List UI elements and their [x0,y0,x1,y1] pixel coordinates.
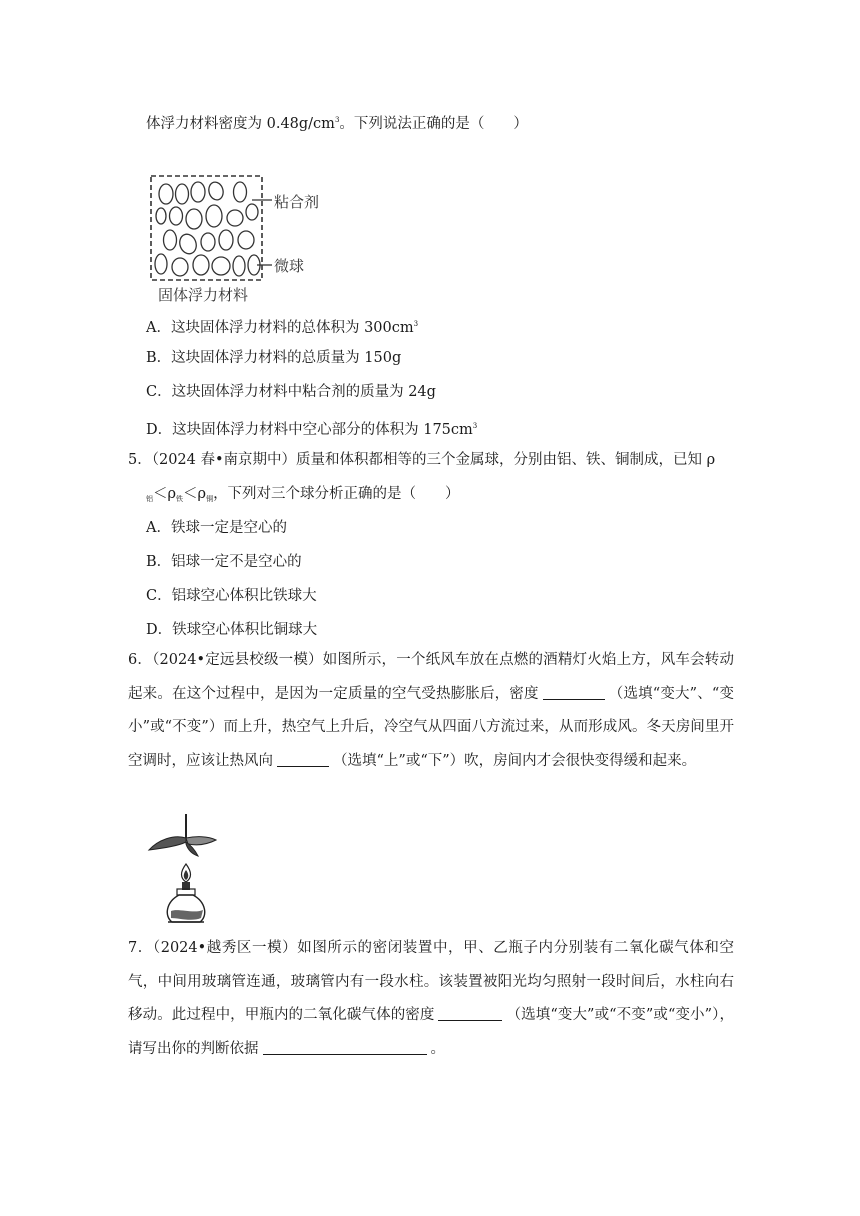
q7-blank-reason [263,1038,427,1055]
label-microsphere: 微球 [274,257,305,275]
q5-stem-line2 [146,484,460,509]
q4-stem-text-after: 。下列说法正确的是（ ） [339,116,528,132]
q4-option-a [146,314,418,338]
q4-option-c [146,382,436,402]
q4-stem-sup: 3 [334,116,340,124]
q7-blank-density [438,1004,502,1021]
q5-option-b: B．铝球一定不是空心的 [146,554,302,570]
q6-figure-windmill-lamp [146,812,226,930]
q6-text-2: （选填“变大”、“变小”或“不变”）而上升，热空气上升后，冷空气从四面八方流过来，从而形成风。冬天房间里开空调时，应该让热风向 [128,685,734,769]
q5-sub-fe: 铁 [176,495,184,503]
q5-option-c: C．铝球空心体积比铁球大 [146,588,317,604]
q4-option-d-text: D．这块固体浮力材料中空心部分的体积为 175cm [146,422,473,438]
figure-caption: 固体浮力材料 [158,286,249,304]
q6-blank-density [543,683,605,700]
windmill-lamp-diagram [146,812,226,930]
q6-paragraph [128,644,734,778]
q4-option-b-text: B．这块固体浮力材料的总质量为 150g [146,350,402,366]
q4-option-b [146,348,401,368]
q5-lt2: ＜ρ [183,486,207,502]
q7-text-1: 7．（2024•越秀区一模）如图所示的密闭装置中，甲、乙瓶子内分别装有二氧化碳气体和空气，中间用玻璃管连通，玻璃管内有一段水柱。该装置被阳光均匀照射一段时间后，水柱向右移动。此过程中，甲瓶内的二氧化碳气体的密度 [128,940,734,1023]
q6-blank-direction [277,750,329,767]
q4-option-a-sup: 3 [413,320,419,328]
q4-option-d [146,416,477,440]
q5-option-a: A．铁球一定是空心的 [146,520,287,536]
q5-sub-al: 铝 [146,495,153,503]
q5-option-d: D．铁球空心体积比铜球大 [146,622,318,638]
q4-option-d-sup: 3 [472,422,478,430]
q6-text-3: （选填“上”或“下”）吹，房间内才会很快变得缓和起来。 [333,752,697,769]
q7-text-2: （选填“变大”或“不变”或“变小”），请写出你的判断依据 [128,1007,734,1057]
q4-stem-text: 体浮力材料密度为 0.48g/cm [146,116,335,132]
q4-figure-buoyancy-material [146,172,346,304]
q4-option-c-text: C．这块固体浮力材料中粘合剂的质量为 24g [146,384,436,400]
q5-sub-cu: 铜 [206,495,214,503]
buoyancy-material-diagram [146,172,346,282]
q4-stem-line [146,110,528,134]
q5-stem-rest: ，下列对三个球分析正确的是（ ） [213,486,460,502]
q7-paragraph [128,932,734,1066]
q5-lt1: ＜ρ [153,486,177,502]
q4-option-a-text: A．这块固体浮力材料的总体积为 300cm [146,320,414,336]
q7-text-3: 。 [430,1040,445,1057]
q5-stem-text: 5．（2024 春•南京期中）质量和体积都相等的三个金属球，分别由铝、铁、铜制成，已知 ρ [128,452,716,468]
q6-text-1: 6．（2024•定远县校级一模）如图所示，一个纸风车放在点燃的酒精灯火焰上方，风车会转动起来。在这个过程中，是因为一定质量的空气受热膨胀后，密度 [128,652,734,702]
label-adhesive: 粘合剂 [274,193,320,211]
q5-stem-line1 [128,450,715,470]
